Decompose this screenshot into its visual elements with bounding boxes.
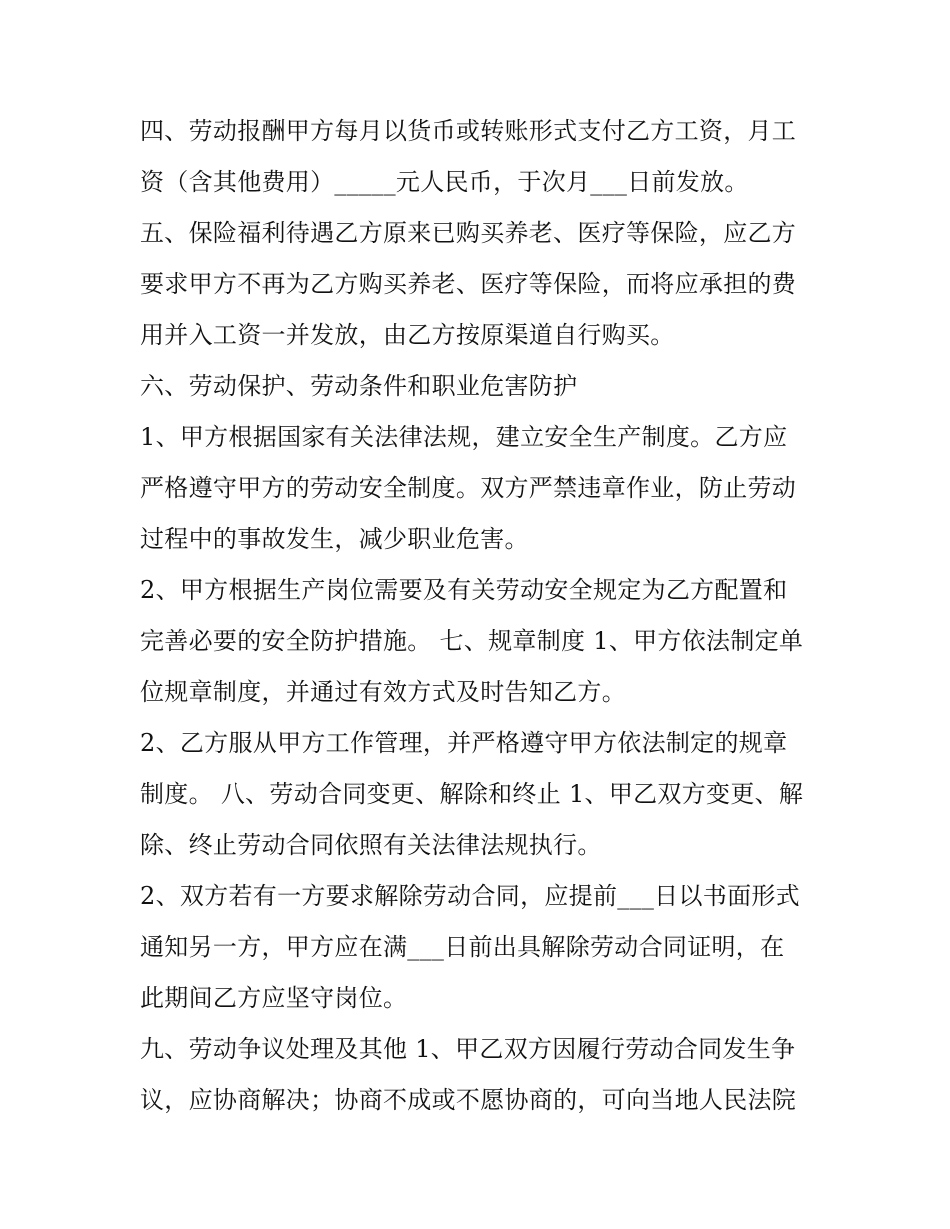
paragraph-protection-measures	[140, 565, 820, 718]
paragraph-labor-dispute	[140, 1024, 820, 1126]
text-line: 2、乙方服从甲方工作管理，并严格遵守甲方依法制定的规章	[140, 729, 788, 757]
text-line: 除、终止劳动合同依照有关法律法规执行。	[140, 831, 602, 859]
text-line: 制度。 八、劳动合同变更、解除和终止 1、甲乙双方变更、解	[140, 780, 804, 808]
text-line: 2、甲方根据生产岗位需要及有关劳动安全规定为乙方配置和	[140, 576, 788, 604]
document-body	[140, 106, 820, 1126]
text-line: 2、双方若有一方要求解除劳动合同，应提前___日以书面形式	[140, 882, 800, 910]
text-line: 五、保险福利待遇乙方原来已购买养老、医疗等保险，应乙方	[140, 219, 797, 247]
section-heading: 六、劳动保护、劳动条件和职业危害防护	[140, 372, 578, 400]
text-line: 1、甲方根据国家有关法律法规，建立安全生产制度。乙方应	[140, 423, 788, 451]
text-line: 要求甲方不再为乙方购买养老、医疗等保险，而将应承担的费	[140, 270, 797, 298]
text-line: 议，应协商解决；协商不成或不愿协商的，可向当地人民法院	[140, 1086, 797, 1114]
paragraph-insurance-welfare	[140, 208, 820, 361]
paragraph-safety-system	[140, 412, 820, 565]
text-line: 过程中的事故发生，减少职业危害。	[140, 525, 529, 553]
text-line: 资（含其他费用）_____元人民币，于次月___日前发放。	[140, 168, 749, 196]
text-line: 位规章制度，并通过有效方式及时告知乙方。	[140, 678, 626, 706]
text-line: 四、劳动报酬甲方每月以货币或转账形式支付乙方工资，月工	[140, 117, 797, 145]
paragraph-labor-remuneration	[140, 106, 820, 208]
text-line: 严格遵守甲方的劳动安全制度。双方严禁违章作业，防止劳动	[140, 474, 797, 502]
text-line: 通知另一方，甲方应在满___日前出具解除劳动合同证明，在	[140, 933, 785, 961]
text-line: 完善必要的安全防护措施。 七、规章制度 1、甲方依法制定单	[140, 627, 804, 655]
text-line: 九、劳动争议处理及其他 1、甲乙双方因履行劳动合同发生争	[140, 1035, 796, 1063]
paragraph-contract-termination	[140, 871, 820, 1024]
text-line: 此期间乙方应坚守岗位。	[140, 984, 408, 1012]
text-line: 用并入工资一并发放，由乙方按原渠道自行购买。	[140, 321, 675, 349]
paragraph-labor-protection-heading	[140, 361, 820, 412]
paragraph-work-management	[140, 718, 820, 871]
